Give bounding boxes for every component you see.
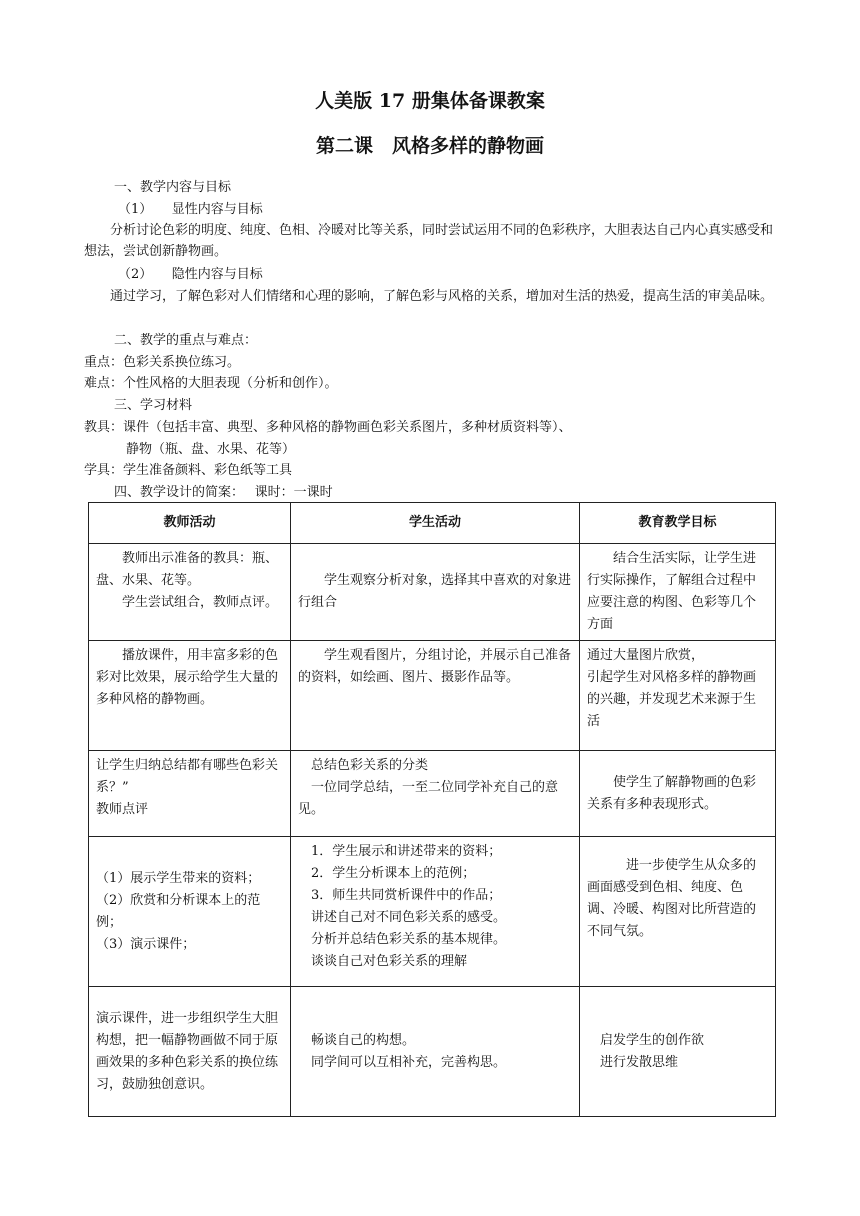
teaching-goal-cell [580,987,776,1117]
student-activity-cell [291,751,580,837]
cell-text: 同学间可以互相补充，完善构思。 [311,1054,507,1070]
table-row [89,987,776,1117]
table-row [89,751,776,837]
teaching-goal-cell [580,837,776,987]
student-activity-cell [291,544,580,641]
table-row [89,544,776,641]
lesson-title: 第二课 风格多样的静物画 [315,135,544,157]
cell-text: 引起学生对风格多样的静物画的兴趣，并发现艺术来源于生活 [587,670,757,729]
teacher-tools-text: 教具：课件（包括丰富、典型、多种风格的静物画色彩关系图片，多种材质资料等）、 [84,420,572,435]
teacher-activity-cell [89,751,291,837]
cell-text: 畅谈自己的构想。 [311,1032,416,1048]
cell-text: 播放课件，用丰富多彩的色彩对比效果，展示给学生大量的多种风格的静物画。 [96,648,279,707]
cell-text: 一位同学总结，一至二位同学补充自己的意见。 [298,780,559,817]
teaching-goal-cell [580,544,776,641]
teacher-activity-cell [89,987,291,1117]
student-activity-cell [291,641,580,751]
cell-text: 使学生了解静物画的色彩关系有多种表现形式。 [587,774,757,812]
cell-text: 讲述自己对不同色彩关系的感受。 [311,910,507,925]
cell-text: 1．学生展示和讲述带来的资料； [311,844,502,859]
cell-text: 学生观看图片，分组讨论，并展示自己准备的资料，如绘画、图片、摄影作品等。 [298,648,572,685]
teacher-tools-text-2: 静物（瓶、盘、水果、花等） [126,442,296,457]
cell-text: 学生观察分析对象，选择其中喜欢的对象进行组合 [298,573,572,610]
cell-text: 教师出示准备的教具：瓶、盘、水果、花等。 [96,551,279,588]
teacher-activity-cell [89,837,291,987]
header-teaching-goal: 教育教学目标 [580,503,776,544]
cell-text: 教师点评 [96,802,149,817]
teacher-activity-cell [89,544,291,641]
explicit-goals-text: 分析讨论色彩的明度、纯度、色相、冷暖对比等关系，同时尝试运用不同的色彩秩序，大胆表达自己内心真实感受和想法，尝试创新静物画。 [84,223,774,259]
document-title: 人美版 17 册集体备课教案 [315,90,545,112]
student-activity-cell [291,837,580,987]
cell-text: 结合生活实际，让学生进行实际操作，了解组合过程中应要注意的构图、色彩等几个方面 [587,551,757,632]
implicit-goals-text: 通过学习，了解色彩对人们情绪和心理的影响，了解色彩与风格的关系，增加对生活的热爱，提高生活的审美品味。 [110,289,774,304]
lesson-design-table [88,502,776,1117]
key-point-text: 重点：色彩关系换位练习。 [84,355,241,370]
cell-text: （2）欣赏和分析课本上的范例； [96,892,261,930]
student-activity-cell [291,987,580,1117]
section-heading-content-goals: 一、教学内容与目标 [114,180,232,195]
cell-text: 3．师生共同赏析课件中的作品； [311,888,502,903]
section-heading-design: 四、教学设计的简案： 课时：一课时 [114,485,333,500]
cell-text: 通过大量图片欣赏， [587,648,705,663]
header-teacher-activity: 教师活动 [89,503,291,544]
table-row [89,837,776,987]
student-tools-text: 学具：学生准备颜料、彩色纸等工具 [84,463,293,478]
cell-text: 谈谈自己对色彩关系的理解 [311,954,468,969]
cell-text: 进一步使学生从众多的画面感受到色相、纯度、色调、冷暖、构图对比所营造的不同气氛。 [587,858,757,939]
teaching-goal-cell [580,641,776,751]
cell-text: 2．学生分析课本上的范例； [311,866,476,881]
section-heading-materials: 三、学习材料 [114,398,193,413]
cell-text: 学生尝试组合，教师点评。 [122,595,279,610]
subsection-implicit-goals: （2） 隐性内容与目标 [118,267,263,282]
subsection-explicit-goals: （1） 显性内容与目标 [118,202,263,217]
cell-text: 分析并总结色彩关系的基本规律。 [311,932,507,947]
teacher-activity-cell [89,641,291,751]
header-student-activity: 学生活动 [291,503,580,544]
cell-text: 启发学生的创作欲 [600,1032,705,1048]
cell-text: 进行发散思维 [600,1054,679,1070]
cell-text: 让学生归纳总结都有哪些色彩关系？” [96,758,279,795]
cell-text: （1）展示学生带来的资料； [96,870,261,886]
section-heading-key-points: 二、教学的重点与难点： [114,333,258,348]
table-header-row [89,503,776,544]
cell-text: 总结色彩关系的分类 [311,758,429,773]
difficulty-text: 难点：个性风格的大胆表现（分析和创作）。 [84,376,338,391]
cell-text: （3）演示课件； [96,936,196,952]
table-row [89,641,776,751]
teaching-goal-cell [580,751,776,837]
cell-text: 演示课件，进一步组织学生大胆构想，把一幅静物画做不同于原画效果的多种色彩关系的换位练习，鼓励独创意识。 [96,1010,279,1092]
